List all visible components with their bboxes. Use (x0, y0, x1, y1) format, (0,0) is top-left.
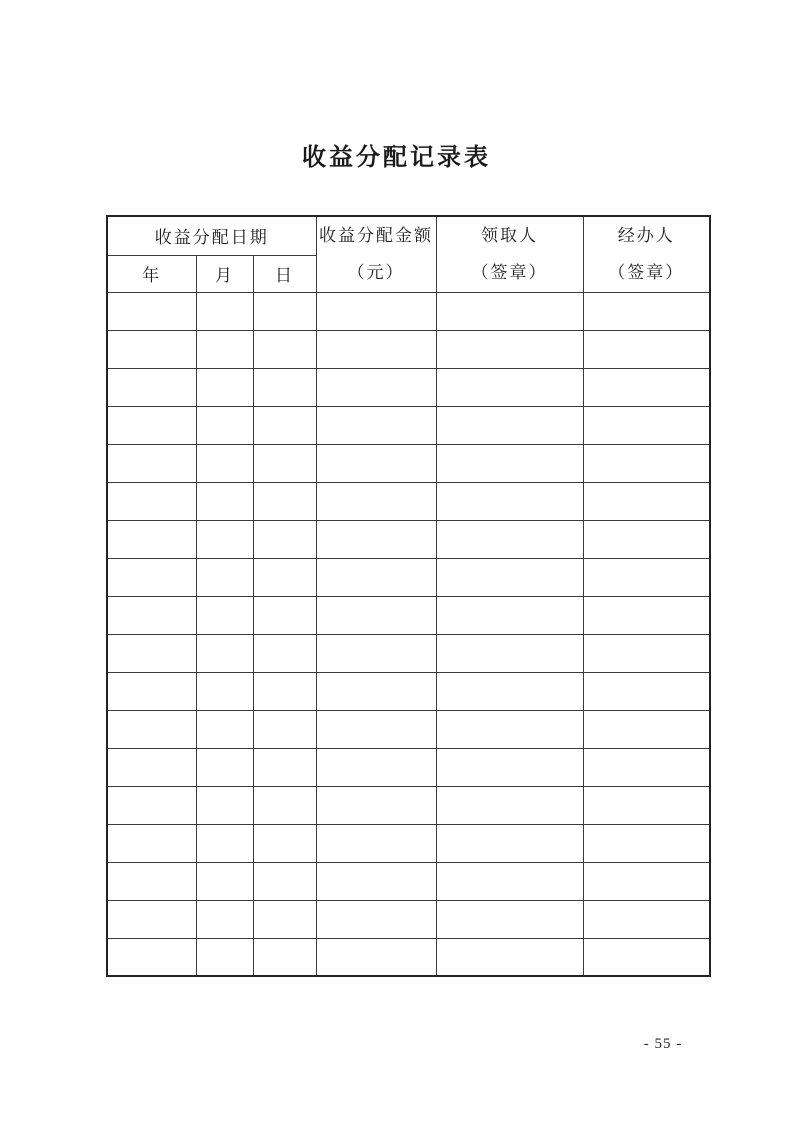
table-row (107, 824, 710, 862)
table-cell-empty (107, 900, 196, 938)
table-cell-empty (316, 292, 436, 330)
page-title: 收益分配记录表 (302, 144, 491, 171)
table-cell-empty (253, 824, 316, 862)
table-cell-empty (107, 292, 196, 330)
table-cell-empty (107, 824, 196, 862)
table-cell-empty (583, 634, 710, 672)
table-cell-empty (316, 330, 436, 368)
table-cell-empty (436, 634, 583, 672)
table-cell-empty (436, 444, 583, 482)
table-cell-empty (253, 634, 316, 672)
table-cell-empty (583, 292, 710, 330)
table-row (107, 710, 710, 748)
table-cell-empty (107, 862, 196, 900)
table-cell-empty (196, 596, 253, 634)
header-day: 日 (253, 255, 316, 292)
table-cell-empty (196, 292, 253, 330)
table-cell-empty (196, 862, 253, 900)
table-cell-empty (196, 634, 253, 672)
table-cell-empty (583, 938, 710, 976)
table-cell-empty (583, 748, 710, 786)
table-cell-empty (436, 672, 583, 710)
table-cell-empty (253, 596, 316, 634)
table-cell-empty (107, 368, 196, 406)
table-cell-empty (583, 520, 710, 558)
header-recipient (436, 216, 583, 292)
table-row (107, 938, 710, 976)
table-cell-empty (436, 596, 583, 634)
table-cell-empty (583, 786, 710, 824)
table-cell-empty (253, 786, 316, 824)
table-cell-empty (253, 862, 316, 900)
table-cell-empty (583, 444, 710, 482)
table-row (107, 900, 710, 938)
table-row (107, 862, 710, 900)
header-recipient-line1: 领取人 (481, 226, 538, 246)
table-cell-empty (107, 596, 196, 634)
table-cell-empty (196, 368, 253, 406)
table-cell-empty (253, 900, 316, 938)
table-cell-empty (107, 330, 196, 368)
table-cell-empty (316, 558, 436, 596)
table-cell-empty (583, 482, 710, 520)
table-cell-empty (583, 824, 710, 862)
table-cell-empty (583, 368, 710, 406)
table-row (107, 786, 710, 824)
table-cell-empty (436, 482, 583, 520)
table-cell-empty (107, 786, 196, 824)
table-cell-empty (316, 444, 436, 482)
table-cell-empty (253, 558, 316, 596)
table-cell-empty (253, 368, 316, 406)
table-cell-empty (196, 748, 253, 786)
table-cell-empty (436, 330, 583, 368)
table-cell-empty (107, 520, 196, 558)
table-cell-empty (316, 710, 436, 748)
table-cell-empty (316, 900, 436, 938)
table-cell-empty (196, 786, 253, 824)
table-cell-empty (253, 444, 316, 482)
table-cell-empty (436, 938, 583, 976)
table-cell-empty (436, 748, 583, 786)
header-amount-line2: （元） (347, 263, 405, 283)
header-row-top (107, 216, 710, 255)
table-cell-empty (436, 558, 583, 596)
table-cell-empty (583, 862, 710, 900)
table-cell-empty (107, 938, 196, 976)
header-year: 年 (107, 255, 196, 292)
table-cell-empty (196, 520, 253, 558)
table-row (107, 330, 710, 368)
table-cell-empty (583, 558, 710, 596)
table-cell-empty (107, 406, 196, 444)
table-cell-empty (107, 672, 196, 710)
table-cell-empty (253, 520, 316, 558)
table-cell-empty (436, 786, 583, 824)
table-cell-empty (316, 520, 436, 558)
table-cell-empty (316, 672, 436, 710)
table-cell-empty (316, 862, 436, 900)
table-row (107, 444, 710, 482)
table-row (107, 596, 710, 634)
table-cell-empty (316, 824, 436, 862)
table-cell-empty (436, 862, 583, 900)
table-cell-empty (316, 786, 436, 824)
header-distribution-date-group: 收益分配日期 (107, 216, 316, 255)
table-cell-empty (107, 748, 196, 786)
table-body (107, 292, 710, 976)
table-cell-empty (316, 596, 436, 634)
table-row (107, 292, 710, 330)
table-cell-empty (436, 406, 583, 444)
table-cell-empty (583, 406, 710, 444)
table-cell-empty (583, 672, 710, 710)
table-row (107, 406, 710, 444)
table-cell-empty (436, 824, 583, 862)
table-cell-empty (583, 900, 710, 938)
table-header (107, 216, 710, 292)
header-handler-line2: （签章） (608, 263, 685, 283)
header-month: 月 (196, 255, 253, 292)
table-cell-empty (316, 938, 436, 976)
header-amount-line1: 收益分配金额 (319, 226, 433, 246)
table-cell-empty (316, 482, 436, 520)
table-row (107, 672, 710, 710)
table-cell-empty (196, 330, 253, 368)
header-handler (583, 216, 710, 292)
table-cell-empty (196, 482, 253, 520)
table-cell-empty (107, 558, 196, 596)
table-cell-empty (436, 292, 583, 330)
table-cell-empty (436, 368, 583, 406)
table-cell-empty (196, 444, 253, 482)
table-cell-empty (107, 444, 196, 482)
table-cell-empty (196, 824, 253, 862)
table-cell-empty (253, 748, 316, 786)
page-number: - 55 - (643, 1036, 683, 1052)
table-cell-empty (583, 330, 710, 368)
table-row (107, 634, 710, 672)
table-cell-empty (436, 710, 583, 748)
table-cell-empty (107, 710, 196, 748)
table-cell-empty (196, 710, 253, 748)
table-cell-empty (253, 672, 316, 710)
table-cell-empty (253, 710, 316, 748)
table-cell-empty (436, 520, 583, 558)
table-cell-empty (196, 406, 253, 444)
table-cell-empty (583, 596, 710, 634)
table-row (107, 558, 710, 596)
header-handler-line1: 经办人 (617, 226, 675, 246)
table-cell-empty (316, 406, 436, 444)
table-cell-empty (316, 634, 436, 672)
table-cell-empty (253, 330, 316, 368)
table-cell-empty (196, 938, 253, 976)
table-cell-empty (196, 558, 253, 596)
table-cell-empty (107, 634, 196, 672)
table-cell-empty (253, 482, 316, 520)
table-row (107, 482, 710, 520)
table-cell-empty (253, 406, 316, 444)
table-cell-empty (107, 482, 196, 520)
income-distribution-table (106, 215, 711, 977)
table-row (107, 368, 710, 406)
header-distribution-amount (316, 216, 436, 292)
table-cell-empty (196, 672, 253, 710)
table-cell-empty (316, 368, 436, 406)
table-cell-empty (196, 900, 253, 938)
table-row (107, 520, 710, 558)
table-cell-empty (436, 900, 583, 938)
table-cell-empty (583, 710, 710, 748)
table-cell-empty (253, 938, 316, 976)
header-recipient-line2: （签章） (471, 263, 548, 283)
table-cell-empty (253, 292, 316, 330)
table-row (107, 748, 710, 786)
table-cell-empty (316, 748, 436, 786)
